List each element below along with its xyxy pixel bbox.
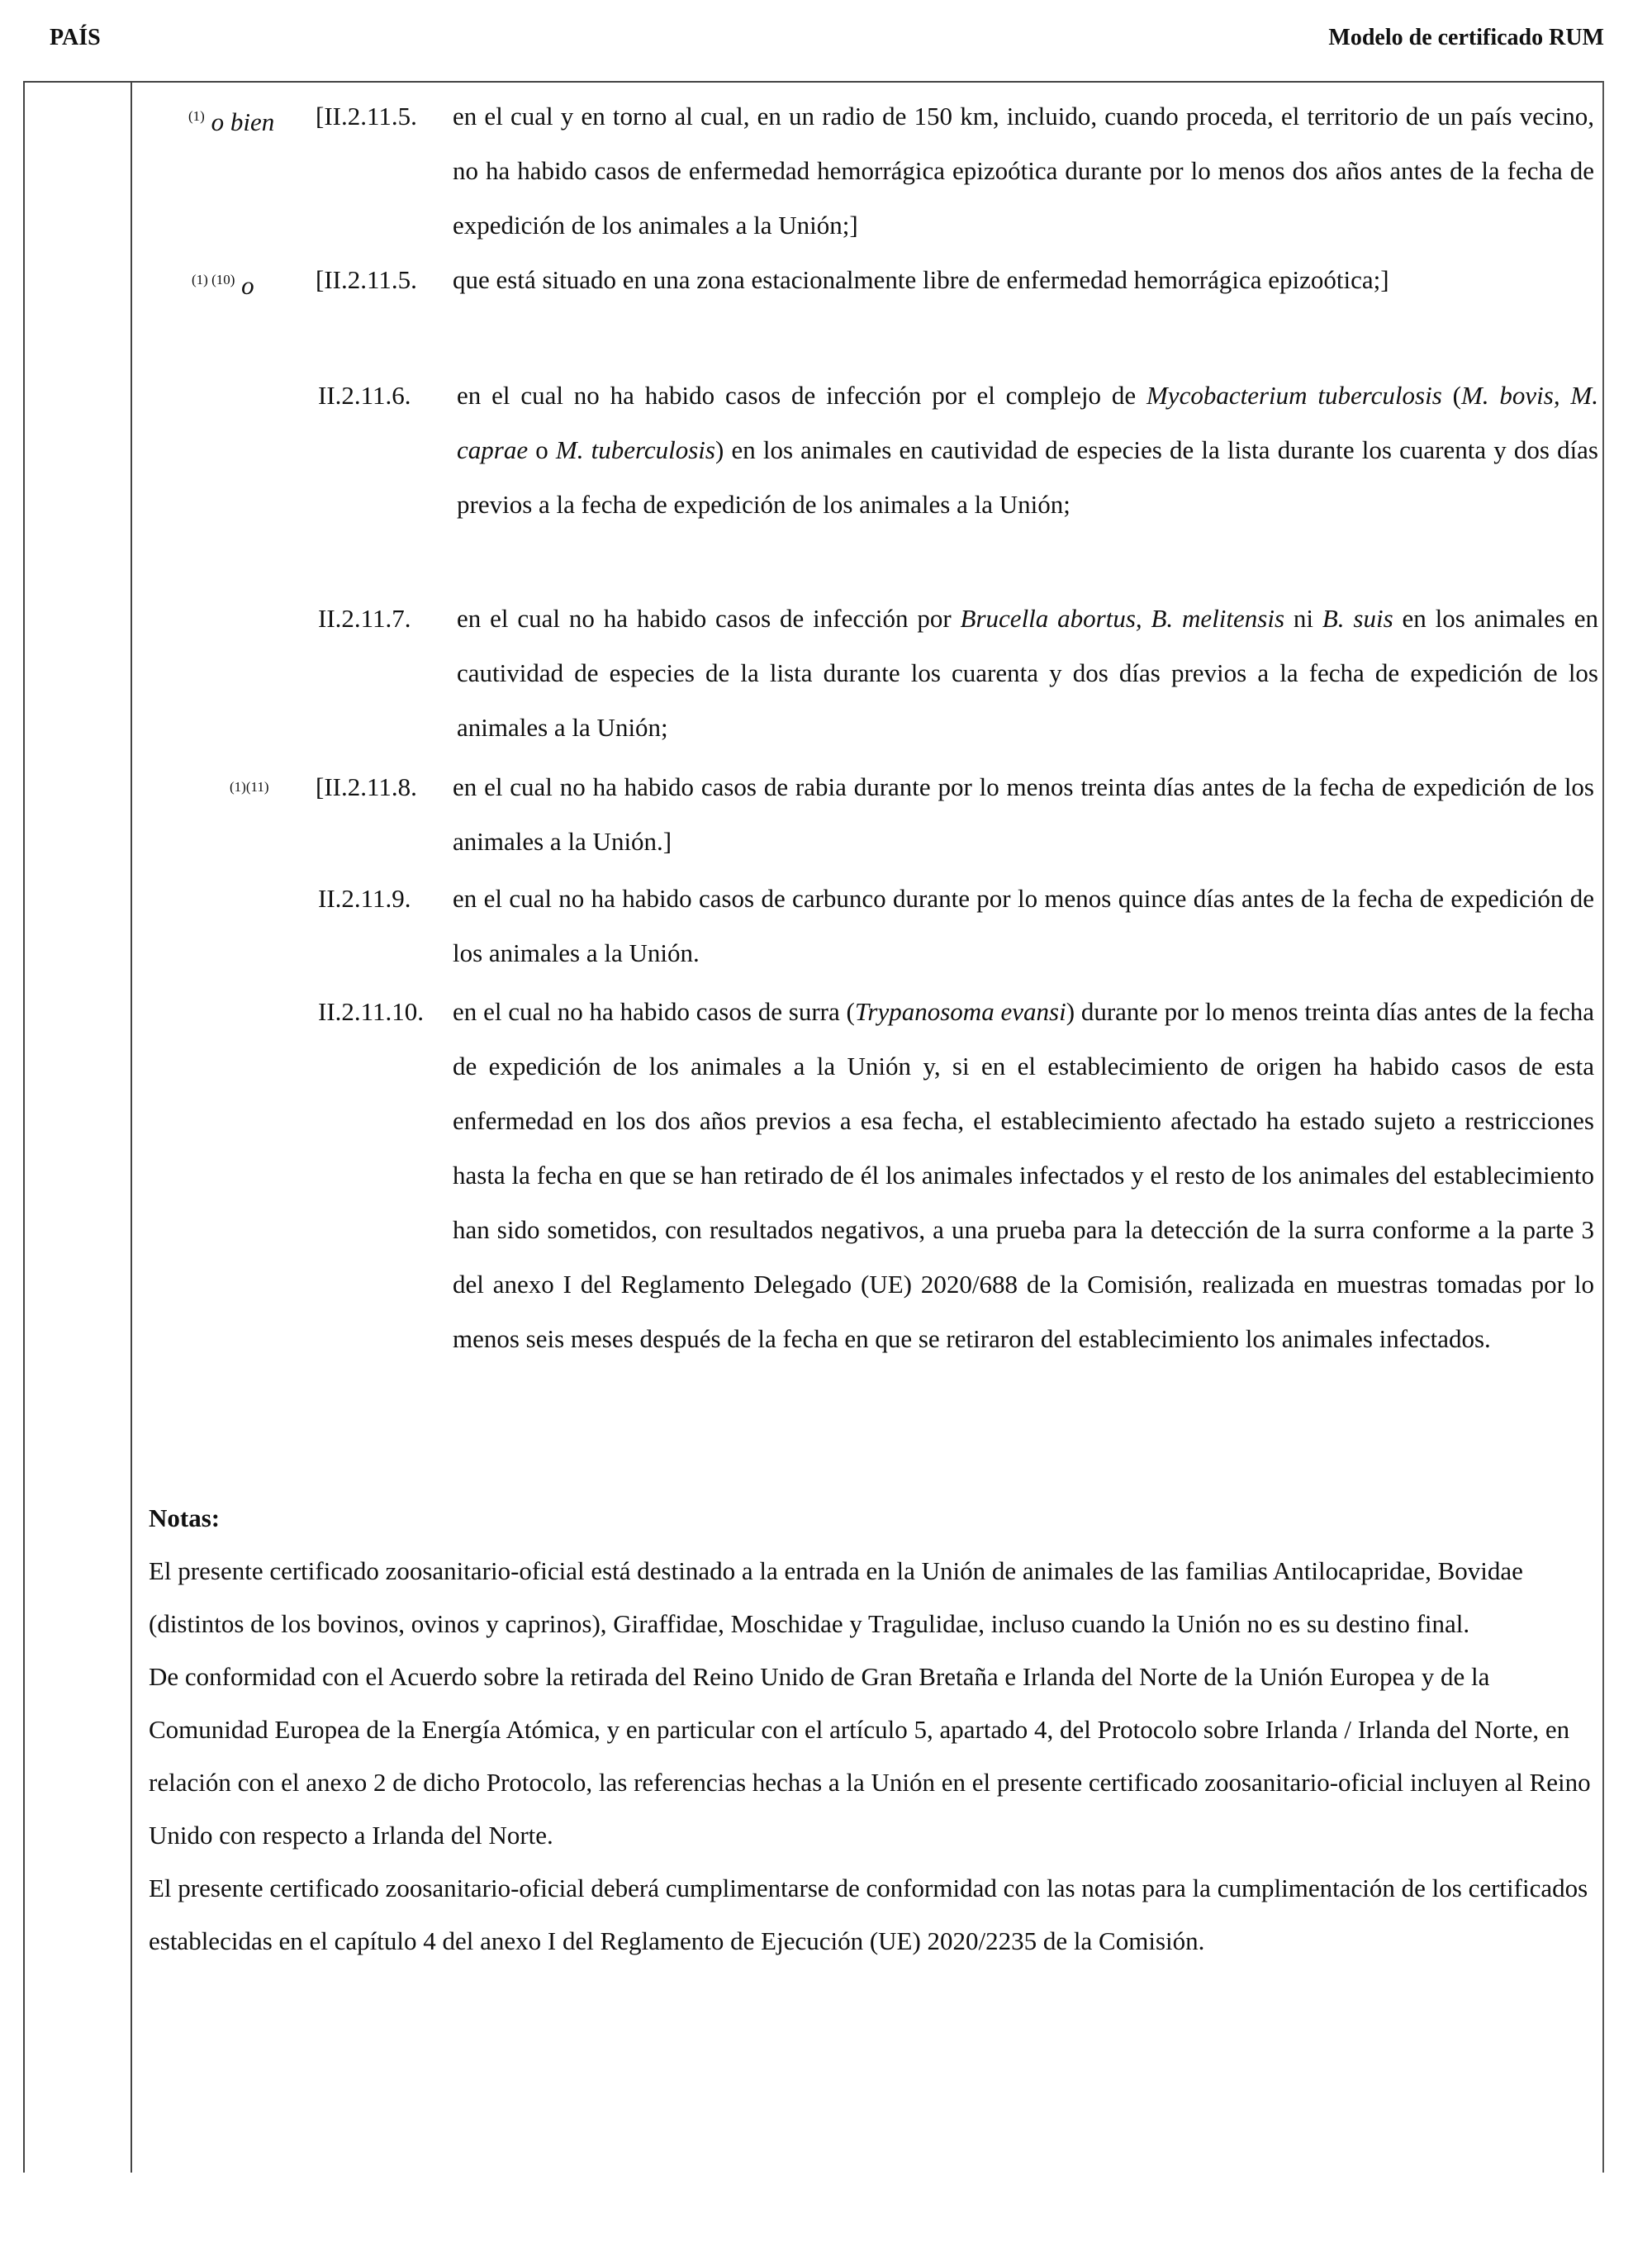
clause-marker: $^{(1)}$ o bien [188,107,275,136]
notes-title: Notas: [149,1503,221,1532]
clause-marker: (1)(11) [230,779,269,795]
clause-number: II.2.11.6. [318,381,411,410]
clause-marker: $^{(1) (10)}$ o [192,271,254,300]
frame-inner-border [131,81,132,2173]
notes-paragraph: El presente certificado zoosanitario-oficial está destinado a la entrada en la Unión de animales de las familias Antilocapridae, Bovidae (distintos de los bovinos, ovinos y caprinos), Giraffidae, Moschidae y Tragulidae, incluso cuando la Unión no es su destino final. [149,1556,1523,1638]
notes-paragraph: De conformidad con el Acuerdo sobre la retirada del Reino Unido de Gran Bretaña e Irlanda del Norte de la Unión Europea y de la Comunidad Europea de la Energía Atómica, y en particular con el artículo 5, apartado 4, del Protocolo sobre Irlanda / Irlanda del Norte, en relación con el anexo 2 de dicho Protocolo, las referencias hechas a la Unión en el presente certificado zoosanitario-oficial incluyen al Reino Unido con respecto a Irlanda del Norte. [149,1662,1591,1850]
frame-top-border [23,81,1604,83]
clause-number: [II.2.11.5. [316,102,417,131]
clause-number: II.2.11.10. [318,997,424,1026]
clause-text: en el cual no ha habido casos de infección por el complejo de Mycobacterium tuberculosis (M. bovis, M. caprae o M. tuberculosis) en los animales en cautividad de especies de la lista durante los cuarenta y dos días previos a la fecha de expedición de los animales a la Unión; [457,381,1598,519]
clause-number: II.2.11.7. [318,604,411,633]
clause-text: que está situado en una zona estacionalmente libre de enfermedad hemorrágica epizoótica;] [453,265,1389,294]
frame-right-border [1602,81,1604,2173]
clause-number: [II.2.11.8. [316,772,417,801]
notes-section [149,1492,1594,1968]
clause-text: en el cual no ha habido casos de surra (Trypanosoma evansi) durante por lo menos treinta días antes de la fecha de expedición de los animales a la Unión y, si en el establecimiento de origen ha habido casos de esta enfermedad en los dos años previos a esa fecha, el establecimiento afectado ha estado sujeto a restricciones hasta la fecha en que se han retirado de él los animales infectados y el resto de los animales del establecimiento han sido sometidos, con resultados negativos, a una prueba para la detección de la surra conforme a la parte 3 del anexo I del Reglamento Delegado (UE) 2020/688 de la Comisión, realizada en muestras tomadas por lo menos seis meses después de la fecha en que se retiraron del establecimiento los animales infectados. [453,997,1594,1353]
header-country: PAÍS [50,25,101,50]
header-model: Modelo de certificado RUM [1328,25,1604,50]
clause-text: en el cual y en torno al cual, en un radio de 150 km, incluido, cuando proceda, el territorio de un país vecino, no ha habido casos de enfermedad hemorrágica epizoótica durante por lo menos dos años antes de la fecha de expedición de los animales a la Unión;] [453,102,1594,240]
clause-number: [II.2.11.5. [316,265,417,294]
notes-paragraph: El presente certificado zoosanitario-oficial deberá cumplimentarse de conformidad con las notas para la cumplimentación de los certificados establecidas en el capítulo 4 del anexo I del Reglamento de Ejecución (UE) 2020/2235 de la Comisión. [149,1874,1588,1955]
clause-text: en el cual no ha habido casos de carbunco durante por lo menos quince días antes de la fecha de expedición de los animales a la Unión. [453,884,1594,967]
clause-number: II.2.11.9. [318,884,411,913]
clause-text: en el cual no ha habido casos de rabia durante por lo menos treinta días antes de la fecha de expedición de los animales a la Unión.] [453,772,1594,856]
frame-left-border [23,81,25,2173]
clause-text: en el cual no ha habido casos de infección por Brucella abortus, B. melitensis ni B. suis en los animales en cautividad de especies de la lista durante los cuarenta y dos días previos a la fecha de expedición de los animales a la Unión; [457,604,1598,742]
